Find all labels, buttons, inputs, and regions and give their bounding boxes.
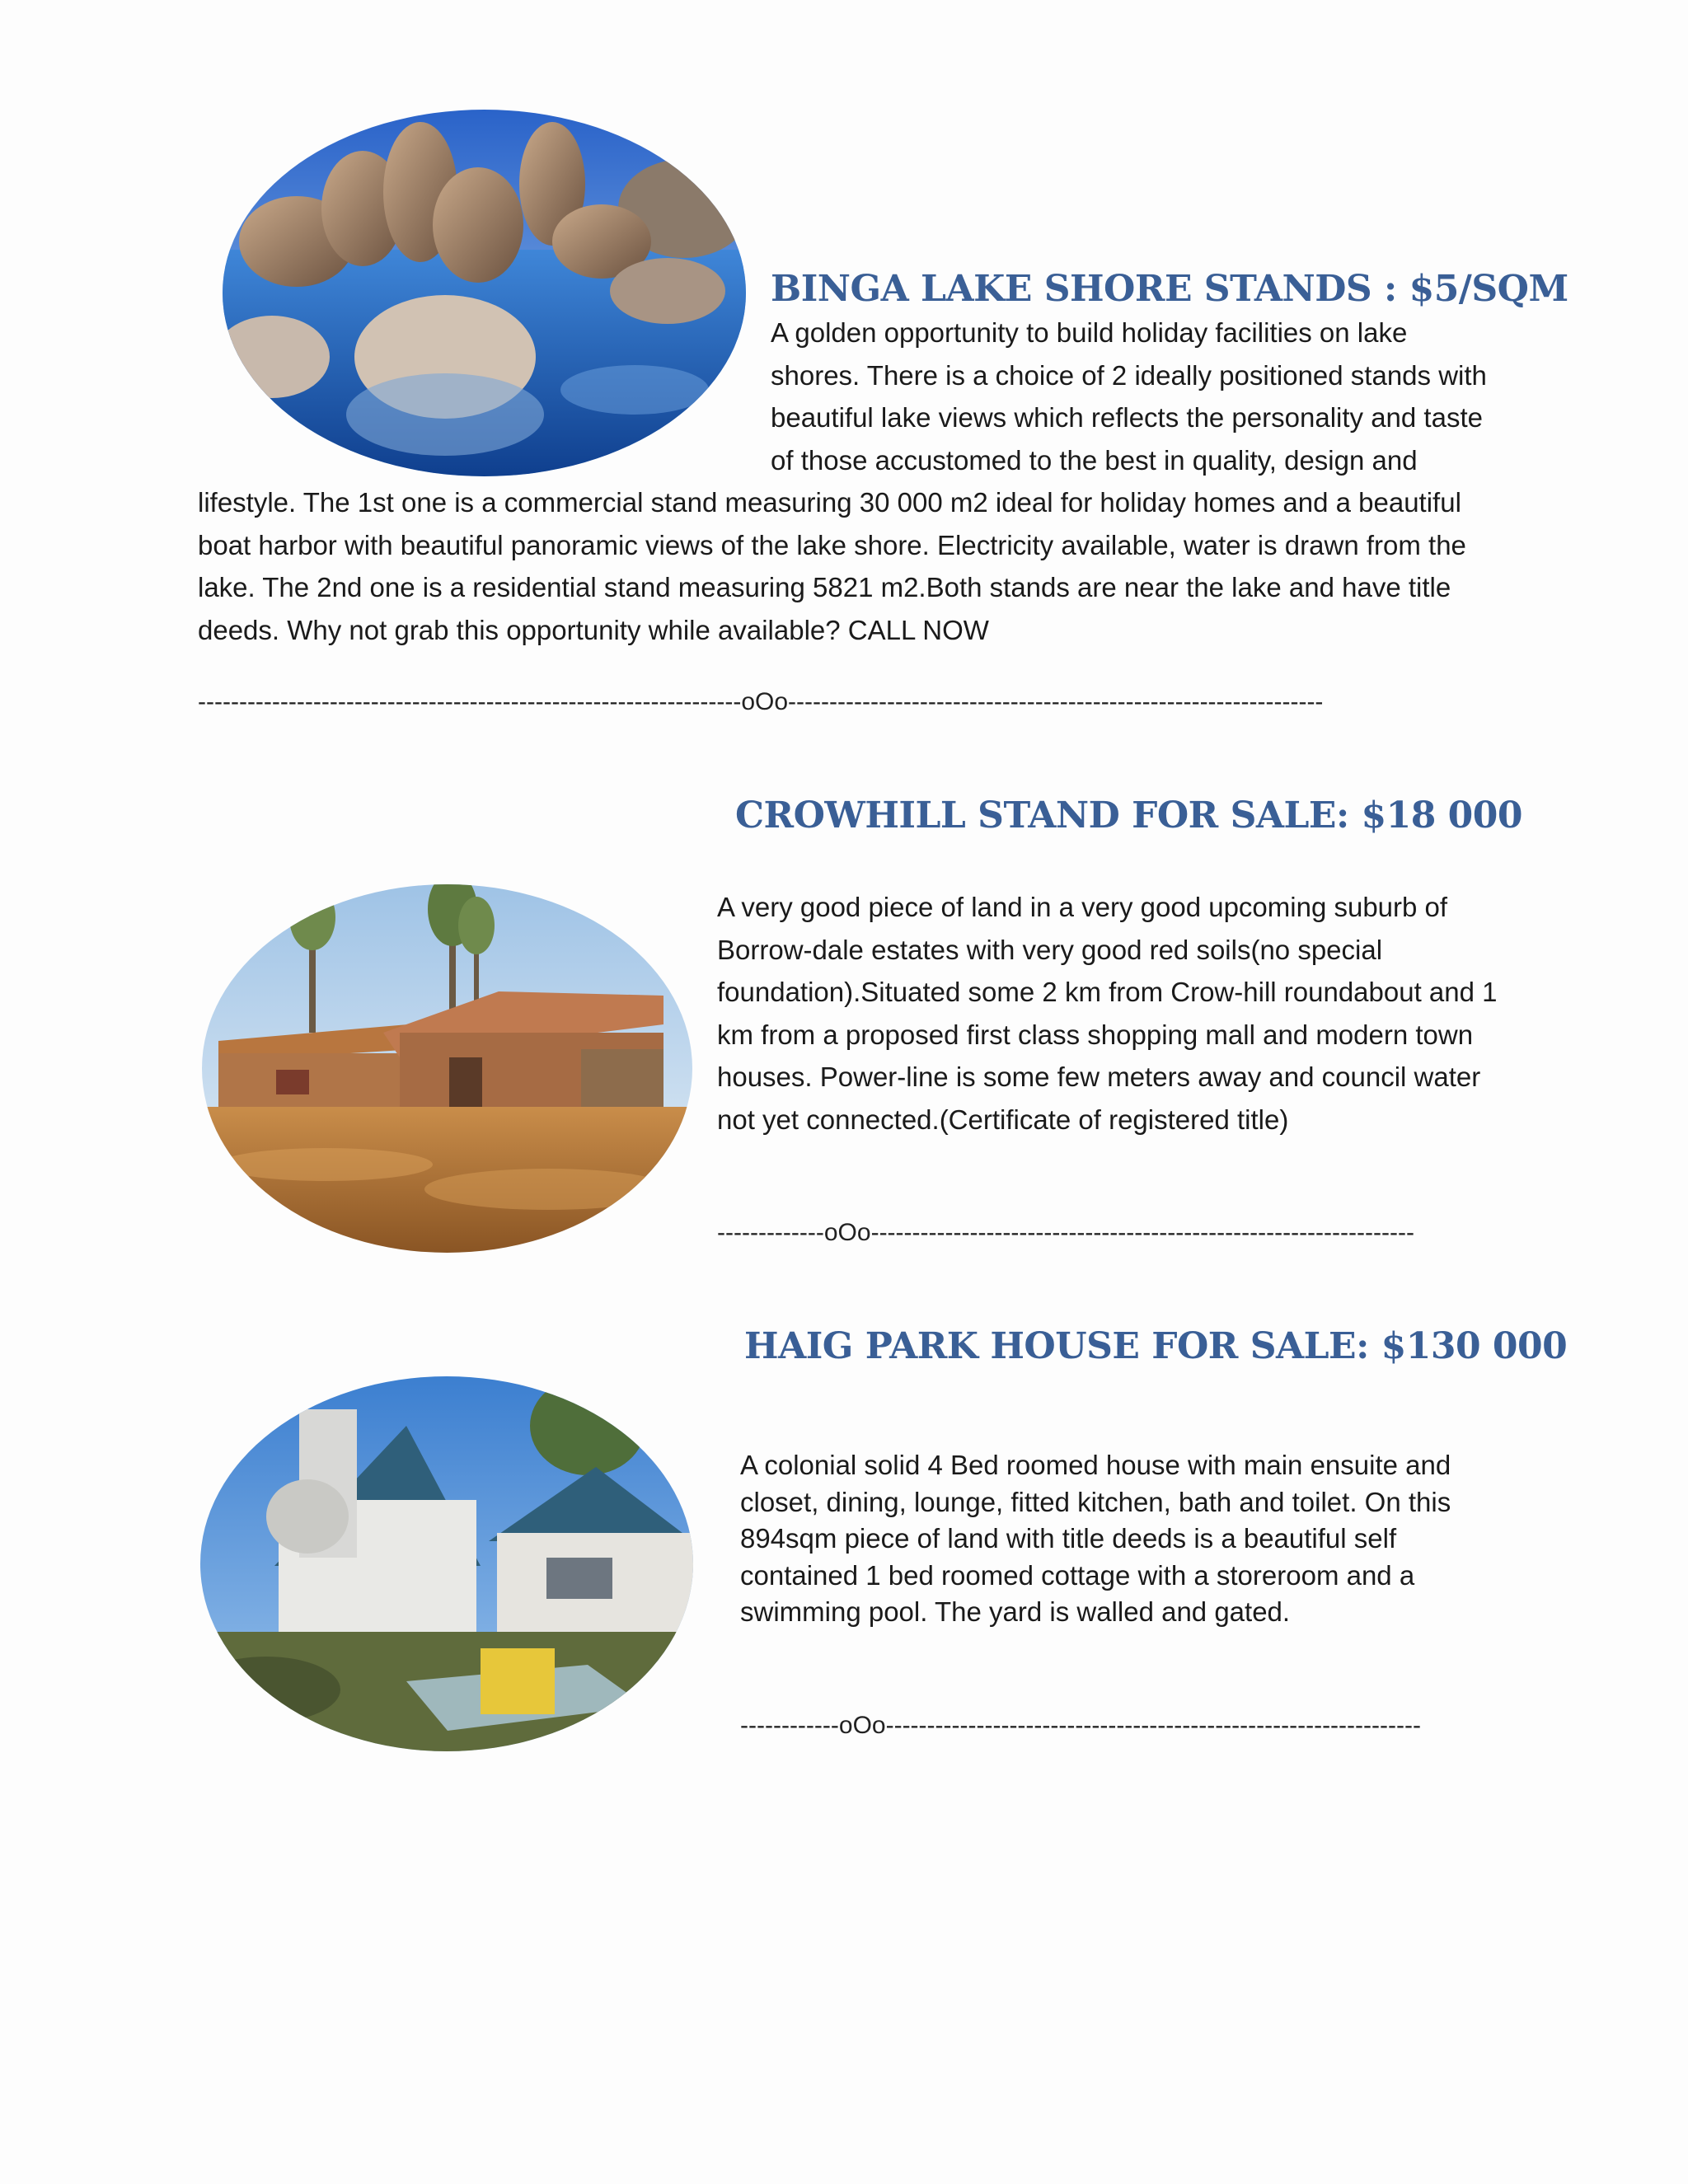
listing-title-binga: BINGA LAKE SHORE STANDS : $5/SQM xyxy=(771,268,1568,310)
listing-title-haig-park: HAIG PARK HOUSE FOR SALE: $130 000 xyxy=(744,1325,1568,1367)
divider-2: -------------oOo------------------------------------------------------------------ xyxy=(717,1219,1414,1246)
listing-description-text: A golden opportunity to build holiday facilities on lake shores. There is a choice of 2 ideally positioned stands with beautiful lake views which reflects the personality and taste of those accustomed to the best in quality, design and lifestyle. The 1st one is a commercial stand measuring 30 000 m2 ideal for holiday homes and a beautiful boat harbor with beautiful panoramic views of the lake shore. Electricity available, water is drawn from the lake. The 2nd one is a residential stand measuring 5821 m2.Both stands are near the lake and have title deeds. Why not grab this opportunity while available? CALL NOW xyxy=(198,312,1496,651)
listing-description-haig-park: A colonial solid 4 Bed roomed house with main ensuite and closet, dining, lounge, fitted kitchen, bath and toilet. On this 894sqm piece of land with title deeds is a beautiful self contained 1 bed roomed cottage with a storeroom and a swimming pool. The yard is walled and gated. xyxy=(740,1450,1451,1627)
divider-3: ------------oOo----------------------------------------------------------------- xyxy=(740,1712,1421,1739)
divider-1: ------------------------------------------------------------------oOo----------------------------------------------------------------- xyxy=(198,688,1324,715)
house-under-construction-photo xyxy=(202,884,692,1253)
listing-title-crowhill: CROWHILL STAND FOR SALE: $18 000 xyxy=(735,794,1523,837)
text-wrap-spacer xyxy=(198,312,771,481)
colonial-house-pool-photo xyxy=(200,1376,693,1751)
listing-description-crowhill: A very good piece of land in a very good upcoming suburb of Borrow-dale estates with very good red soils(no special foundation).Situated some 2 km from Crow-hill roundabout and 1 km from a proposed first class shopping mall and modern town houses. Power-line is some few meters away and council water not yet connected.(Certificate of registered title) xyxy=(717,892,1498,1135)
